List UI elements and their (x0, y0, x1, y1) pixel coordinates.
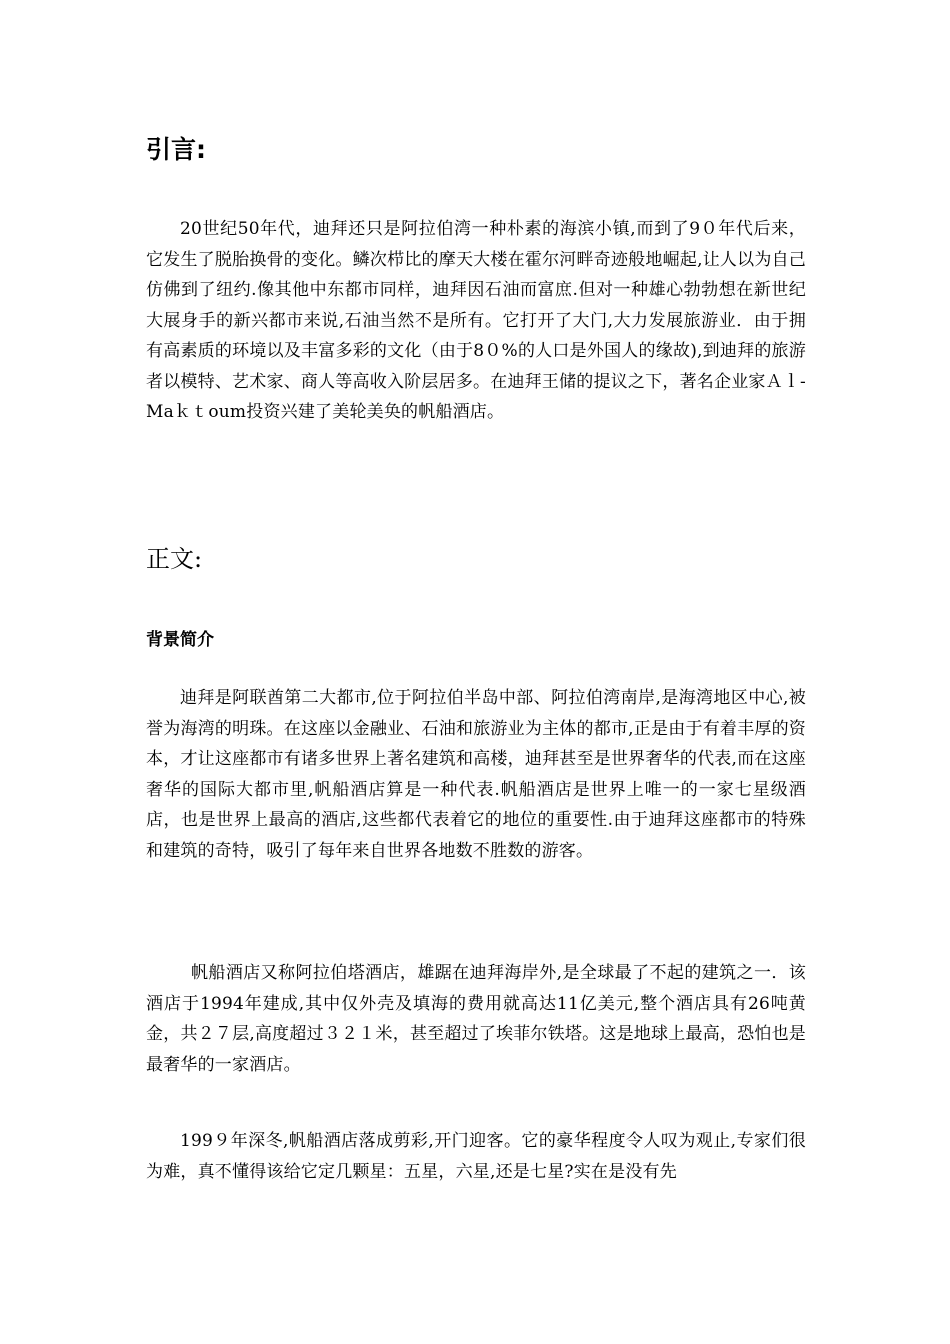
body-paragraph: 帆船酒店又称阿拉伯塔酒店，雄踞在迪拜海岸外,是全球最了不起的建筑之一．该酒店于1994年建成,其中仅外壳及填海的费用就高达11亿美元,整个酒店具有26吨黄金，共２７层,高度超过３２１米，甚至超过了埃菲尔铁塔。这是地球上最高，恐怕也是最奢华的一家酒店。 (146, 963, 806, 1075)
body-paragraph: 199９年深冬,帆船酒店落成剪彩,开门迎客。它的豪华程度令人叹为观止,专家们很为难，真不懂得该给它定几颗星：五星，六星,还是七星?实在是没有先 (146, 1131, 806, 1182)
section-title: 背景简介 (146, 630, 214, 650)
intro-paragraph: 20世纪50年代，迪拜还只是阿拉伯湾一种朴素的海滨小镇,而到了9０年代后来，它发生了脱胎换骨的变化。鳞次栉比的摩天大楼在霍尔河畔奇迹般地崛起,让人以为自己仿佛到了纽约.像其他中东都市同样，迪拜因石油而富庶.但对一种雄心勃勃想在新世纪大展身手的新兴都市来说,石油当然不是所有。它打开了大门,大力发展旅游业．由于拥有高素质的环境以及丰富多彩的文化（由于8０%的人口是外国人的缘故),到迪拜的旅游者以模特、艺术家、商人等高收入阶层居多。在迪拜王储的提议之下，著名企业家Ａｌ-Maｋｔoum投资兴建了美轮美奂的帆船酒店。 (146, 219, 806, 422)
body-heading: 正文: (146, 545, 203, 573)
intro-heading: 引言: (146, 135, 206, 164)
body-paragraph: 迪拜是阿联酋第二大都市,位于阿拉伯半岛中部、阿拉伯湾南岸,是海湾地区中心,被誉为海湾的明珠。在这座以金融业、石油和旅游业为主体的都市,正是由于有着丰厚的资本，才让这座都市有诸多世界上著名建筑和高楼，迪拜甚至是世界奢华的代表,而在这座奢华的国际大都市里,帆船酒店算是一种代表.帆船酒店是世界上唯一的一家七星级酒店，也是世界上最高的酒店,这些都代表着它的地位的重要性.由于迪拜这座都市的特殊和建筑的奇特，吸引了每年来自世界各地数不胜数的游客。 (146, 688, 806, 861)
